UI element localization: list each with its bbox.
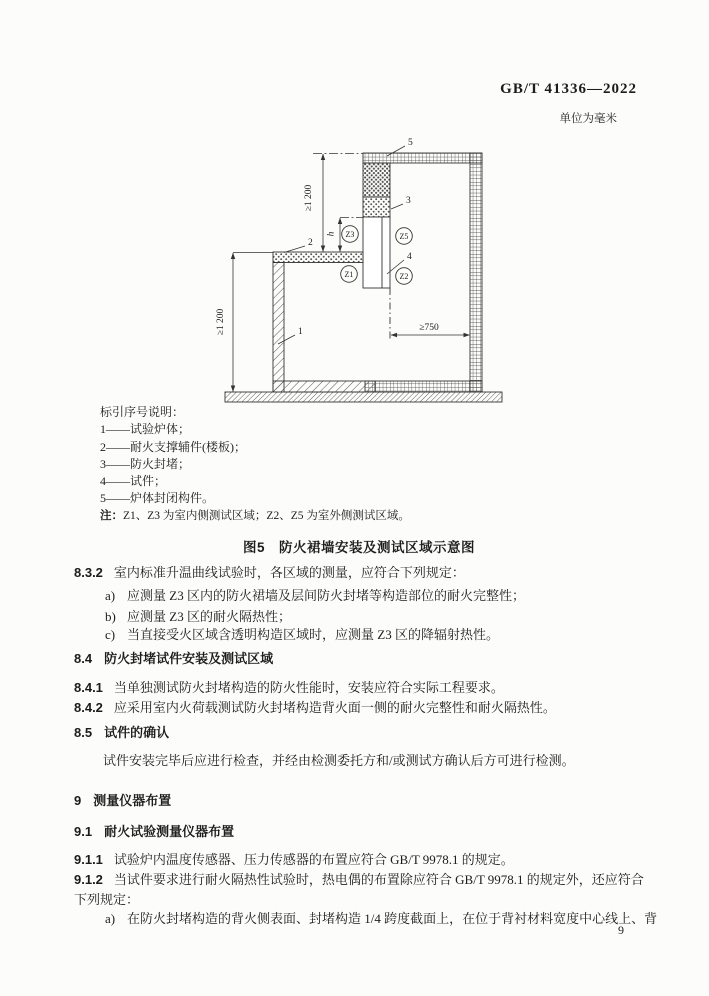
paragraph-8-5: 试件安装完毕后应进行检查，并经由检测委托方和/或测试方确认后方可进行检测。 [103,753,575,768]
skirt-wall-block [363,163,390,197]
callout-4: 4 [407,252,412,262]
legend-title: 标引序号说明： [100,405,185,419]
page-number: 9 [618,923,624,937]
dim-left-text: ≥1 200 [216,308,226,336]
note-text: Z1、Z3 为室内侧测试区域；Z2、Z5 为室外侧测试区域。 [123,509,410,522]
heading-9-1 [74,821,646,840]
clause-9-1-2-continued: 下列规定： [74,892,140,907]
fire-stop-block [363,197,390,217]
callout-5: 5 [408,138,413,148]
callout-3-leader [391,204,403,209]
dim-right-text: ≥750 [419,323,439,333]
ground-hatch [225,392,502,402]
clause-8-3-2 [74,562,646,581]
clause-number: 9.1.2 [74,872,103,887]
clause-text: 当试件要求进行耐火隔热性试验时，热电偶的布置除应符合 GB/T 9978.1 的规定外，还应符合 [113,872,644,887]
closure-top-beam [363,153,482,163]
dim-h-text: h [326,231,337,237]
heading-title: 测量仪器布置 [93,793,172,808]
item-label: a) [105,588,116,603]
figure5-diagram [210,128,510,408]
legend-item: 4——试件； [100,474,167,489]
figure-note [100,508,410,525]
item-text: 应测量 Z3 区的耐火隔热性； [127,608,291,624]
clause-text: 当单独测试防火封堵构造的防火性能时，安装应符合实际工程要求。 [113,680,504,695]
figure-legend [100,404,410,525]
callout-2: 2 [308,238,313,248]
clause-text: 室内标准升温曲线试验时，各区域的测量，应符合下列规定： [113,565,465,580]
callout-3: 3 [406,196,411,206]
heading-8-5 [74,722,646,741]
list-item-b [105,606,645,625]
callout-2-leader [284,246,305,253]
list-item-9-1-2-a [105,908,658,927]
list-item-c [105,624,645,643]
heading-number: 9 [74,793,82,808]
furnace-left-wall [273,263,284,393]
furnace-bottom-wall [273,381,375,392]
clause-number: 8.3.2 [74,565,103,580]
clause-8-4-1 [74,677,646,696]
closure-bottom-strip [365,381,482,392]
zone-z1-label: Z1 [344,269,354,279]
clause-8-4-2 [74,697,646,716]
zone-z2-label: Z2 [399,271,409,281]
item-label: a) [105,911,116,926]
item-label: c) [105,626,116,642]
item-label: b) [105,608,116,624]
clause-number: 8.4.1 [74,680,103,695]
zone-z5-label: Z5 [399,231,409,241]
heading-number: 8.4 [74,651,93,666]
heading-number: 9.1 [74,824,93,839]
figure-caption: 图5 防火裙墙安装及测试区域示意图 [242,540,475,555]
legend-item: 5——炉体封闭构件。 [100,491,215,506]
clause-9-1-1 [74,849,646,868]
item-text: 应测量 Z3 区内的防火裙墙及层间防火封堵等构造部位的耐火完整性； [127,588,525,603]
closure-right-wall [470,153,482,392]
clause-text: 应采用室内火荷载测试防火封堵构造背火面一侧的耐火完整性和耐火隔热性。 [113,700,556,715]
standard-code: GB/T 41336—2022 [500,81,637,97]
legend-item: 2——耐火支撑辅件(楼板)； [100,439,246,454]
specimen-panel [363,217,390,288]
heading-title: 试件的确认 [104,725,170,740]
zone-z3-label: Z3 [345,229,355,239]
clause-text: 试验炉内温度传感器、压力传感器的布置应符合 GB/T 9978.1 的规定。 [113,852,514,867]
floor-slab [273,252,363,263]
clause-number: 8.4.2 [74,700,103,715]
heading-title: 防火封堵试件安装及测试区域 [104,651,274,666]
heading-number: 8.5 [74,725,93,740]
heading-title: 耐火试验测量仪器布置 [104,824,235,839]
callout-1: 1 [298,327,303,337]
clause-number: 9.1.1 [74,852,103,867]
heading-8-4 [74,648,646,667]
note-label: 注： [100,509,123,522]
legend-item: 1——试验炉体； [100,422,191,437]
dim-upper-text: ≥1 200 [304,184,314,212]
legend-item: 3——防火封堵； [100,456,191,471]
heading-9 [74,790,646,809]
item-text: 当直接受火区域含透明构造区域时，应测量 Z3 区的降辐射热性。 [127,626,499,642]
unit-note: 单位为毫米 [559,113,617,125]
list-item-a [105,585,645,604]
clause-9-1-2 [74,869,646,888]
item-text: 在防火封堵构造的背火侧表面、封堵构造 1/4 跨度截面上，在位于背衬材料宽度中心线上、背 [127,911,658,926]
